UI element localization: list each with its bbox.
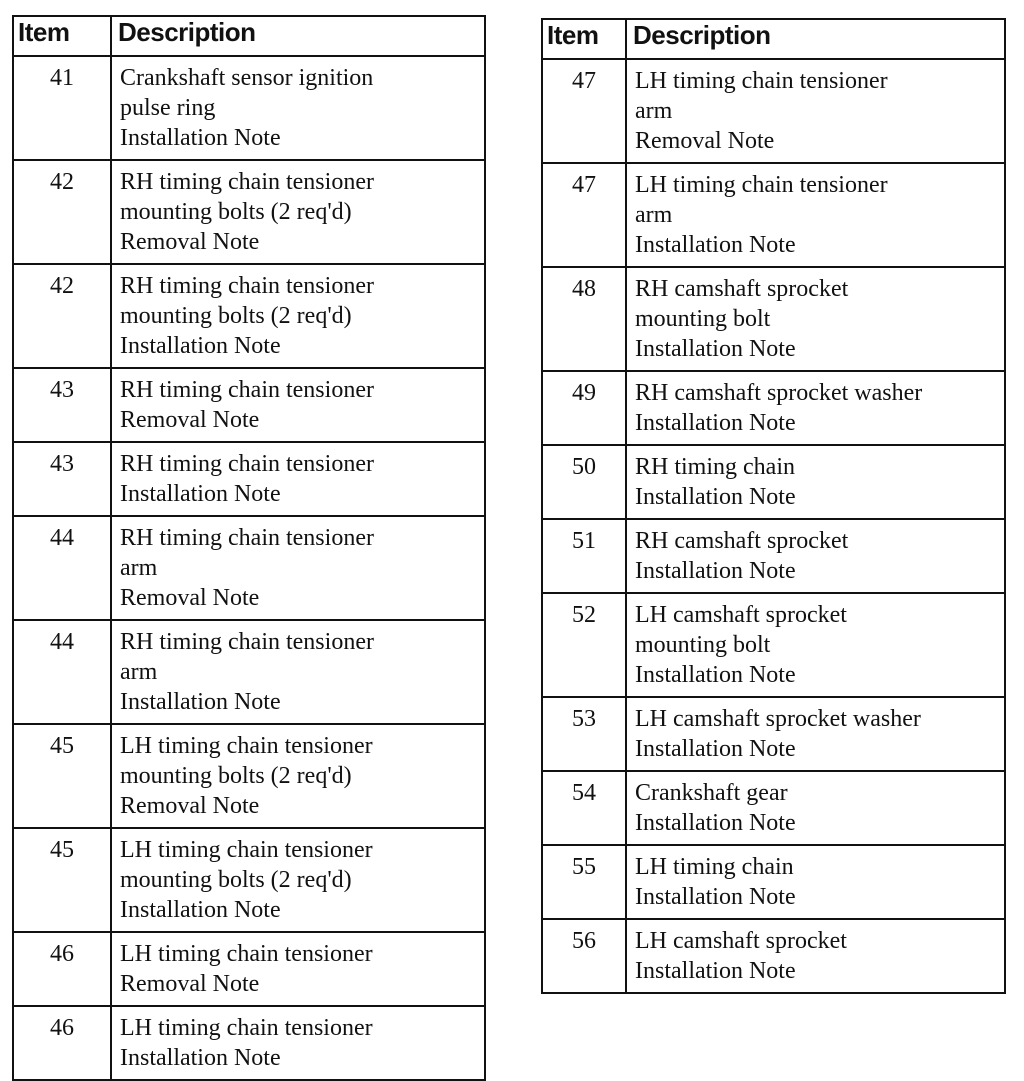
item-number: 51 [542, 519, 626, 593]
item-number: 53 [542, 697, 626, 771]
item-description [626, 371, 1005, 445]
item-number: 49 [542, 371, 626, 445]
table-row [542, 771, 1005, 845]
description-line: Crankshaft gear [635, 780, 788, 806]
table-row [13, 1006, 485, 1080]
table-row [13, 56, 485, 160]
item-number: 55 [542, 845, 626, 919]
item-description [626, 919, 1005, 993]
item-number: 46 [13, 1006, 111, 1080]
description-line: RH timing chain [635, 454, 795, 480]
description-line: RH timing chain tensioner [120, 169, 374, 195]
table-row [542, 697, 1005, 771]
description-line: Removal Note [120, 585, 260, 611]
table-row [542, 445, 1005, 519]
description-line: Installation Note [635, 736, 796, 762]
item-description [626, 593, 1005, 697]
item-description [626, 845, 1005, 919]
description-line: mounting bolts (2 req'd) [120, 303, 352, 329]
description-line: arm [635, 202, 673, 228]
description-line: Removal Note [635, 128, 775, 154]
table-header-row [13, 16, 485, 56]
table-row [13, 160, 485, 264]
description-line: LH timing chain tensioner [120, 941, 373, 967]
description-line: Removal Note [120, 229, 260, 255]
description-column-header: Description [111, 16, 485, 56]
item-description [626, 697, 1005, 771]
description-line: Installation Note [635, 810, 796, 836]
item-description [111, 828, 485, 932]
description-line: Installation Note [120, 897, 281, 923]
item-description [111, 724, 485, 828]
description-line: Installation Note [635, 662, 796, 688]
description-line: arm [120, 659, 158, 685]
item-number: 45 [13, 724, 111, 828]
table-header-row [542, 19, 1005, 59]
item-number: 50 [542, 445, 626, 519]
item-number: 48 [542, 267, 626, 371]
item-description [111, 160, 485, 264]
item-number: 42 [13, 160, 111, 264]
description-line: mounting bolt [635, 632, 771, 658]
item-number: 44 [13, 620, 111, 724]
table-row [542, 371, 1005, 445]
description-line: Installation Note [635, 232, 796, 258]
description-line: Crankshaft sensor ignition [120, 65, 374, 91]
description-line: RH timing chain tensioner [120, 377, 374, 403]
description-line: Installation Note [120, 1045, 281, 1071]
description-line: LH timing chain [635, 854, 794, 880]
description-line: pulse ring [120, 95, 216, 121]
item-column-header: Item [542, 19, 626, 59]
item-number: 56 [542, 919, 626, 993]
description-line: Installation Note [635, 958, 796, 984]
item-description [111, 516, 485, 620]
description-line: Installation Note [120, 689, 281, 715]
description-line: mounting bolts (2 req'd) [120, 763, 352, 789]
table-row [542, 593, 1005, 697]
item-description [626, 519, 1005, 593]
item-number: 42 [13, 264, 111, 368]
table-row [13, 828, 485, 932]
right-table-body [542, 59, 1005, 993]
description-line: Installation Note [120, 333, 281, 359]
description-column-header: Description [626, 19, 1005, 59]
description-line: Removal Note [120, 971, 260, 997]
description-line: LH timing chain tensioner [120, 733, 373, 759]
description-line: RH camshaft sprocket [635, 528, 849, 554]
description-line: Removal Note [120, 793, 260, 819]
description-line: mounting bolt [635, 306, 771, 332]
description-line: LH timing chain tensioner [120, 837, 373, 863]
item-description [111, 368, 485, 442]
item-description [111, 1006, 485, 1080]
description-line: Installation Note [635, 484, 796, 510]
table-row [542, 267, 1005, 371]
description-line: RH timing chain tensioner [120, 273, 374, 299]
description-line: mounting bolts (2 req'd) [120, 867, 352, 893]
description-line: arm [120, 555, 158, 581]
item-description [626, 59, 1005, 163]
description-line: Installation Note [120, 125, 281, 151]
table-row [542, 519, 1005, 593]
description-line: LH timing chain tensioner [635, 68, 888, 94]
description-line: LH camshaft sprocket [635, 928, 847, 954]
table-row [13, 724, 485, 828]
description-line: Installation Note [120, 481, 281, 507]
table-row [13, 442, 485, 516]
description-line: LH camshaft sprocket [635, 602, 847, 628]
table-row [13, 620, 485, 724]
left-parts-table [12, 15, 486, 1081]
description-line: RH timing chain tensioner [120, 629, 374, 655]
item-description [111, 932, 485, 1006]
item-number: 52 [542, 593, 626, 697]
item-description [111, 442, 485, 516]
table-row [13, 516, 485, 620]
description-line: Installation Note [635, 410, 796, 436]
description-line: LH camshaft sprocket washer [635, 706, 921, 732]
item-number: 43 [13, 368, 111, 442]
table-row [542, 59, 1005, 163]
item-number: 44 [13, 516, 111, 620]
left-table-body [13, 56, 485, 1080]
description-line: Removal Note [120, 407, 260, 433]
description-line: RH camshaft sprocket washer [635, 380, 923, 406]
table-row [542, 845, 1005, 919]
table-row [13, 932, 485, 1006]
item-number: 41 [13, 56, 111, 160]
item-number: 47 [542, 59, 626, 163]
item-description [111, 56, 485, 160]
table-row [542, 919, 1005, 993]
table-row [13, 368, 485, 442]
item-description [111, 620, 485, 724]
description-line: Installation Note [635, 884, 796, 910]
description-line: RH timing chain tensioner [120, 525, 374, 551]
description-line: LH timing chain tensioner [635, 172, 888, 198]
item-number: 46 [13, 932, 111, 1006]
item-description [626, 267, 1005, 371]
item-number: 54 [542, 771, 626, 845]
description-line: Installation Note [635, 336, 796, 362]
description-line: arm [635, 98, 673, 124]
description-line: Installation Note [635, 558, 796, 584]
right-parts-table [541, 18, 1006, 994]
table-row [13, 264, 485, 368]
item-column-header: Item [13, 16, 111, 56]
item-description [111, 264, 485, 368]
item-number: 43 [13, 442, 111, 516]
item-description [626, 771, 1005, 845]
item-number: 45 [13, 828, 111, 932]
item-number: 47 [542, 163, 626, 267]
description-line: RH camshaft sprocket [635, 276, 849, 302]
item-description [626, 163, 1005, 267]
table-row [542, 163, 1005, 267]
item-description [626, 445, 1005, 519]
description-line: RH timing chain tensioner [120, 451, 374, 477]
description-line: mounting bolts (2 req'd) [120, 199, 352, 225]
description-line: LH timing chain tensioner [120, 1015, 373, 1041]
